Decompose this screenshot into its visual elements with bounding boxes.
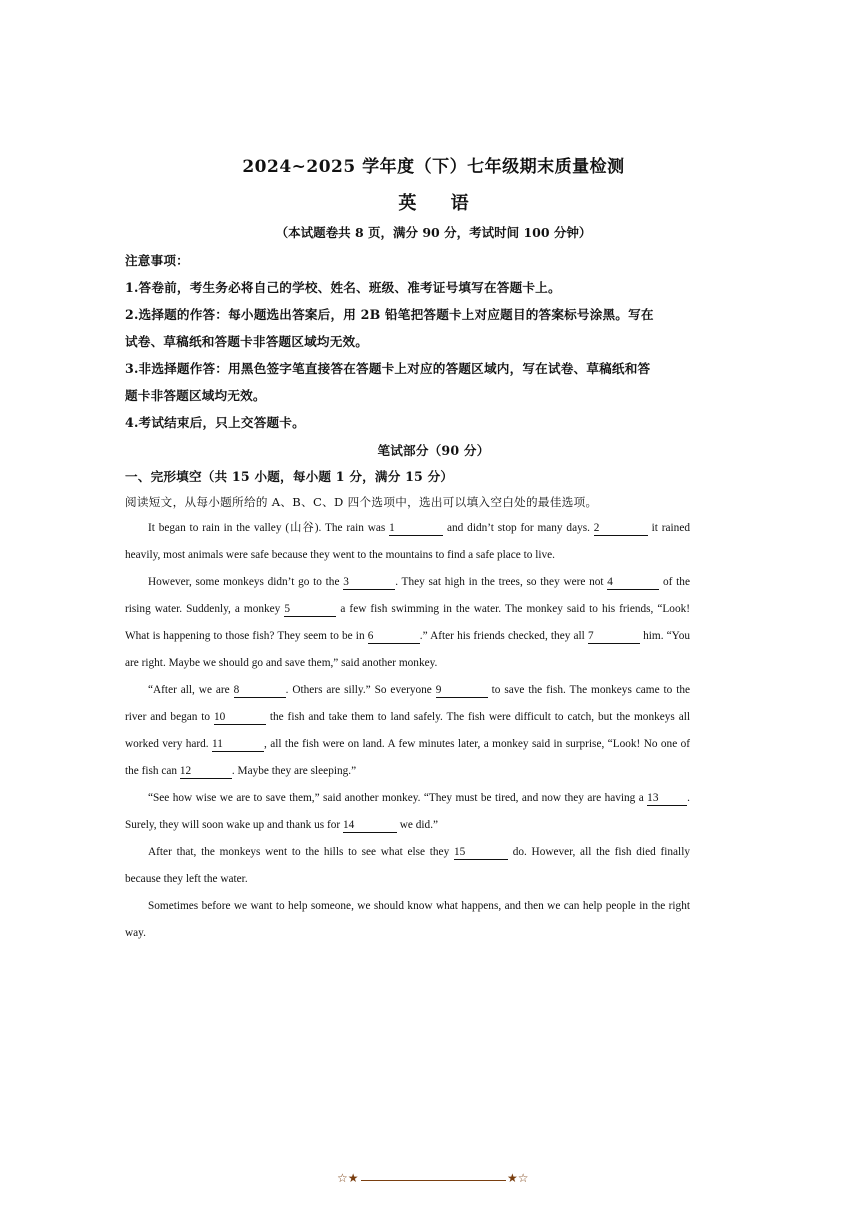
exam-title: 2024~2025 学年度（下）七年级期末质量检测: [242, 157, 625, 177]
written-section-heading: 笔试部分（90 分）: [377, 443, 490, 458]
exam-info: （本试题卷共 8 页，满分 90 分，考试时间 100 分钟）: [275, 225, 592, 240]
star-icon: ☆★: [337, 1171, 359, 1185]
passage-paragraph-2: However, some monkeys didn’t go to the 3 . They sat high in the trees, so they were not 4 of the rising water. Suddenly, a monkey 5 a few fish swimming in the water. The monkey said to his friends, “Look! What is happening to those fish? They seem to be in 6 .” After his friends checked, they all 7 him. “You are right. Maybe we should go and save them,” said another monkey.: [125, 576, 691, 669]
part-one-heading: 一、完形填空（共 15 小题，每小题 1 分，满分 15 分）: [125, 469, 454, 484]
blank-4: 4: [607, 576, 659, 590]
passage-paragraph-3: “After all, we are 8 . Others are silly.” So everyone 9 to save the fish. The monkeys came to the river and began to 10 the fish and take them to land safely. The fish were difficult to catch, but the monkeys all worked very hard. 11 , all the fish were on land. A few minutes later, a monkey said in surprise, “Look! No one of the fish can 12 . Maybe they are sleeping.”: [125, 684, 691, 777]
passage-paragraph-6: Sometimes before we want to help someone, we should know what happens, and then we can help people in the right way.: [125, 900, 690, 939]
note-item-1: 1.答卷前，考生务必将自己的学校、姓名、班级、准考证号填写在答题卡上。: [125, 280, 561, 295]
blank-12: 12: [180, 765, 232, 779]
blank-5: 5: [284, 603, 336, 617]
blank-14: 14: [343, 819, 397, 833]
note-item-4: 4.考试结束后，只上交答题卡。: [125, 415, 305, 430]
blank-3: 3: [343, 576, 395, 590]
part-one-instruction: 阅读短文，从每小题所给的 A、B、C、D 四个选项中，选出可以填入空白处的最佳选项。: [125, 495, 598, 509]
subject-title: 英 语: [398, 193, 483, 214]
blank-10: 10: [214, 711, 266, 725]
notes-heading: 注意事项：: [125, 253, 189, 268]
passage-paragraph-4: “See how wise we are to save them,” said another monkey. “They must be tired, and now they are having a 13 . Surely, they will soon wake up and thank us for 14 we did.”: [125, 792, 690, 831]
blank-6: 6: [368, 630, 420, 644]
footer-divider: [361, 1180, 506, 1181]
passage-paragraph-5: After that, the monkeys went to the hills to see what else they 15 do. However, all the fish died finally because they left the water.: [125, 846, 690, 885]
blank-2: 2: [594, 522, 648, 536]
note-item-3a: 3.非选择题作答：用黑色签字笔直接答在答题卡上对应的答题区域内，写在试卷、草稿纸和答: [125, 361, 651, 376]
blank-7: 7: [588, 630, 640, 644]
passage-paragraph-1: It began to rain in the valley (山谷). The rain was 1 and didn’t stop for many days. 2 it rained heavily, most animals were safe because they went to the mountains to find a safe place to live.: [125, 522, 690, 561]
note-item-2a: 2.选择题的作答：每小题选出答案后，用 2B 铅笔把答题卡上对应题目的答案标号涂黑。写在: [125, 307, 654, 322]
page-footer-ornament: [0, 1172, 867, 1190]
note-item-2b: 试卷、草稿纸和答题卡非答题区域均无效。: [125, 334, 369, 349]
blank-13: 13: [647, 792, 687, 806]
blank-8: 8: [234, 684, 286, 698]
star-icon: ★☆: [507, 1171, 529, 1185]
blank-15: 15: [454, 846, 508, 860]
blank-1: 1: [389, 522, 443, 536]
blank-11: 11: [212, 738, 264, 752]
blank-9: 9: [436, 684, 488, 698]
note-item-3b: 题卡非答题区域均无效。: [125, 388, 266, 403]
